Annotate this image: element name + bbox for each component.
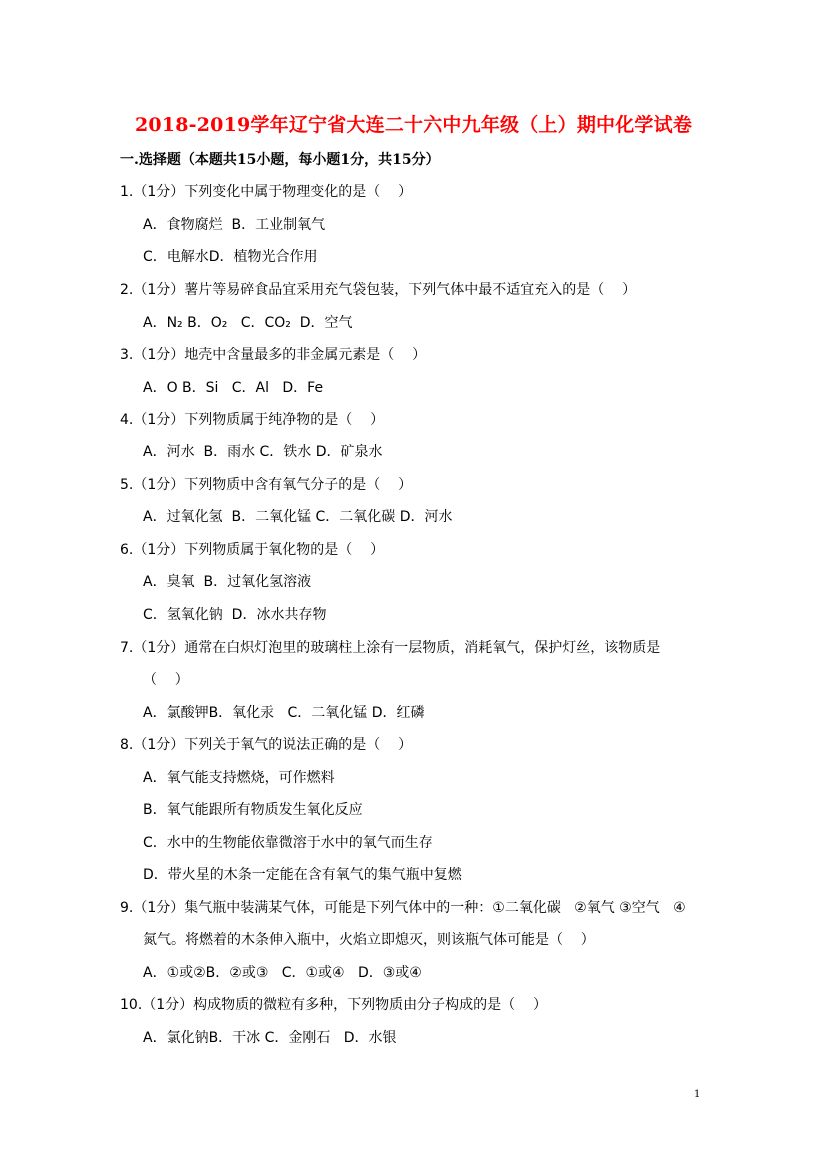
question-6-options-2: C．氢氧化钠 D．冰水共存物	[143, 607, 327, 623]
page-number: 1	[694, 1089, 701, 1100]
question-10-options-1: A．氯化钠B．干冰 C．金刚石 D．水银	[143, 1030, 397, 1046]
question-1-options-1: A．食物腐烂 B．工业制氧气	[143, 217, 326, 233]
question-6-options-1: A．臭氧 B．过氧化氢溶液	[143, 574, 312, 590]
question-8-option-b: B．氧气能跟所有物质发生氧化反应	[143, 802, 363, 818]
question-9-stem-cont: 氮气。将燃着的木条伸入瓶中，火焰立即熄灭，则该瓶气体可能是（ ）	[143, 932, 595, 948]
question-8-stem: 8.（1分）下列关于氧气的说法正确的是（ ）	[120, 737, 413, 753]
section-heading: 一.选择题（本题共15小题，每小题1分，共15分）	[120, 152, 440, 168]
question-5-options-1: A．过氧化氢 B．二氧化锰 C．二氧化碳 D．河水	[143, 509, 453, 525]
question-2-options-1: A．N₂ B．O₂ C．CO₂ D．空气	[143, 315, 353, 331]
question-9-stem: 9.（1分）集气瓶中装满某气体，可能是下列气体中的一种：①二氧化碳 ②氧气 ③空气 ④	[120, 900, 686, 916]
question-3-stem: 3.（1分）地壳中含量最多的非金属元素是（ ）	[120, 347, 427, 363]
question-7-stem: 7.（1分）通常在白炽灯泡里的玻璃柱上涂有一层物质，消耗氧气，保护灯丝，该物质是	[120, 640, 661, 656]
question-6-stem: 6.（1分）下列物质属于氧化物的是（ ）	[120, 542, 385, 558]
question-7-options-1: A．氯酸钾B．氧化汞 C．二氧化锰 D．红磷	[143, 705, 425, 721]
question-4-stem: 4.（1分）下列物质属于纯净物的是（ ）	[120, 412, 385, 428]
question-10-stem: 10.（1分）构成物质的微粒有多种，下列物质由分子构成的是（ ）	[120, 997, 547, 1013]
question-2-stem: 2.（1分）薯片等易碎食品宜采用充气袋包装，下列气体中最不适宜充入的是（ ）	[120, 282, 637, 298]
question-9-options-1: A．①或②B．②或③ C．①或④ D．③或④	[143, 965, 422, 981]
question-1-options-2: C．电解水D．植物光合作用	[143, 249, 318, 265]
question-8-option-d: D．带火星的木条一定能在含有氧气的集气瓶中复燃	[143, 867, 462, 883]
question-8-option-a: A．氧气能支持燃烧，可作燃料	[143, 770, 335, 786]
question-1-stem: 1.（1分）下列变化中属于物理变化的是（ ）	[120, 184, 413, 200]
question-3-options-1: A．O B．Si C．Al D．Fe	[143, 380, 324, 396]
question-5-stem: 5.（1分）下列物质中含有氧气分子的是（ ）	[120, 477, 413, 493]
question-7-stem-cont: （ ）	[143, 672, 189, 688]
question-4-options-1: A．河水 B．雨水 C．铁水 D．矿泉水	[143, 444, 383, 460]
question-8-option-c: C．水中的生物能依靠微溶于水中的氧气而生存	[143, 835, 433, 851]
exam-title: 2018-2019学年辽宁省大连二十六中九年级（上）期中化学试卷	[134, 114, 693, 136]
